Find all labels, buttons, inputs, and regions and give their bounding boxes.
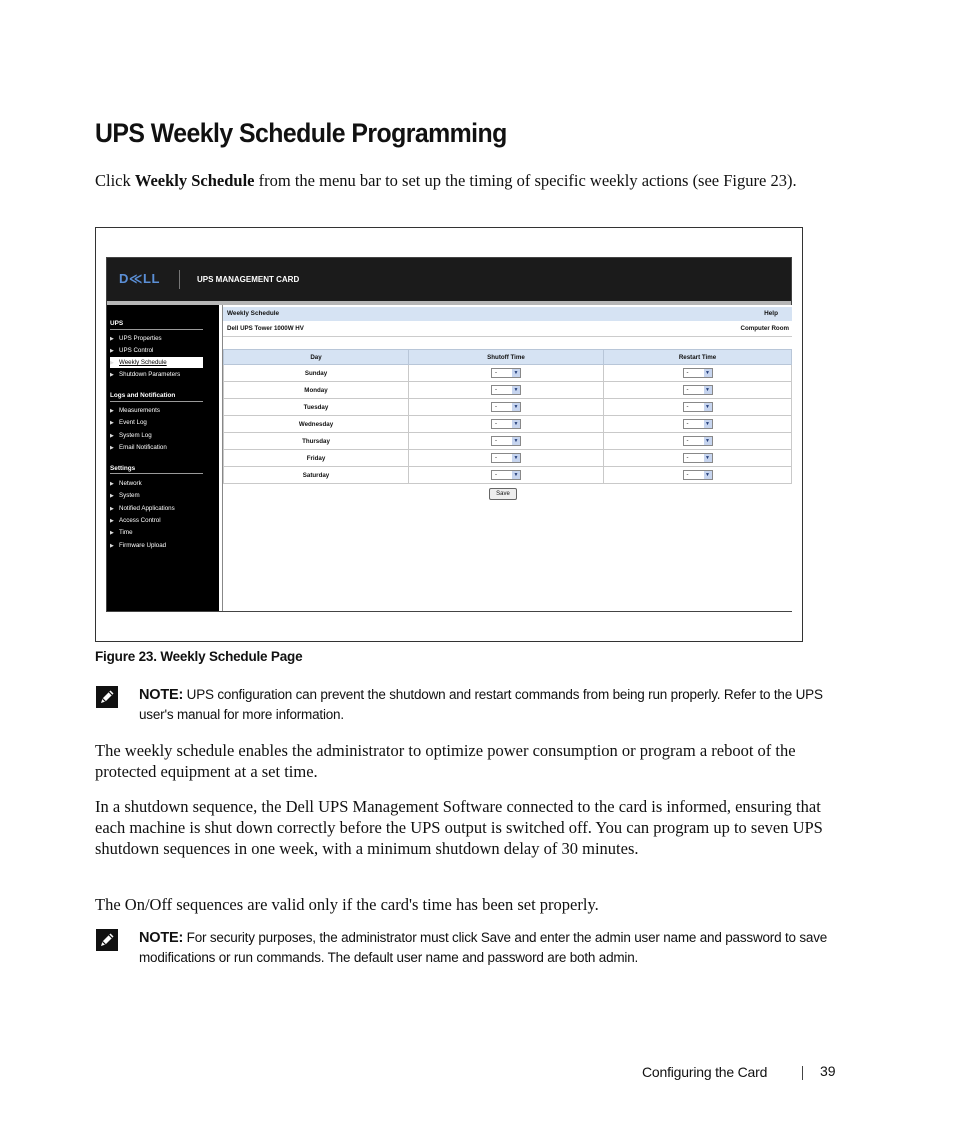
card-title: UPS MANAGEMENT CARD [197, 275, 300, 284]
sidebar-item-email-notification[interactable]: ▶ Email Notification [110, 442, 203, 453]
arrow-right-icon: ▶ [110, 481, 114, 487]
chevron-down-icon: ▼ [705, 421, 710, 427]
app-header [107, 258, 791, 301]
sidebar-item-system-log[interactable]: ▶ System Log [110, 430, 203, 441]
chevron-down-icon: ▼ [513, 455, 519, 461]
restart-time-select[interactable]: - ▼ [683, 436, 713, 446]
paragraph-weekly-schedule: The weekly schedule enables the administrator to optimize power consumption or program a reboot of the protected equipment at a set time. [95, 741, 796, 781]
chevron-down-icon: ▼ [705, 472, 710, 478]
table-row [224, 433, 792, 450]
pencil-note-icon [96, 929, 118, 951]
column-header-restart: Restart Time [604, 350, 792, 365]
shutoff-time-select[interactable]: - ▼ [491, 385, 521, 395]
sidebar-heading-ups: UPS [110, 320, 124, 327]
arrow-right-icon: ▶ [110, 445, 114, 451]
note-label: NOTE: [139, 687, 184, 703]
day-cell: Thursday [224, 433, 409, 450]
page-number: 39 [820, 1063, 836, 1079]
table-row [224, 365, 792, 382]
chevron-down-icon: ▼ [705, 404, 710, 410]
arrow-right-icon: ▶ [110, 360, 114, 366]
chevron-down-icon: ▼ [513, 370, 519, 376]
arrow-right-icon: ▶ [110, 420, 114, 426]
table-row [224, 467, 792, 484]
shutoff-time-select[interactable]: - ▼ [491, 470, 521, 480]
column-header-shutoff: Shutoff Time [409, 350, 604, 365]
help-link[interactable]: Help [764, 310, 778, 317]
shutoff-time-select[interactable]: - ▼ [491, 436, 521, 446]
restart-time-select[interactable]: - ▼ [683, 368, 713, 378]
sidebar-item-firmware-upload[interactable]: ▶ Firmware Upload [110, 540, 203, 551]
arrow-right-icon: ▶ [110, 506, 114, 512]
chevron-down-icon: ▼ [705, 438, 710, 444]
restart-time-select[interactable]: - ▼ [683, 453, 713, 463]
schedule-table [223, 349, 792, 484]
chevron-down-icon: ▼ [513, 421, 519, 427]
table-row [224, 382, 792, 399]
intro-paragraph: Click Weekly Schedule from the menu bar to set up the timing of specific weekly actions (see Figure 23). [95, 171, 797, 190]
footer-section-title: Configuring the Card [642, 1064, 768, 1080]
shutoff-time-select[interactable]: - ▼ [491, 368, 521, 378]
sidebar-heading-settings: Settings [110, 465, 136, 472]
day-cell: Friday [224, 450, 409, 467]
restart-time-select[interactable]: - ▼ [683, 402, 713, 412]
note-label: NOTE: [139, 930, 184, 946]
arrow-right-icon: ▶ [110, 348, 114, 354]
restart-time-select[interactable]: - ▼ [683, 419, 713, 429]
sidebar-item-ups-control[interactable]: ▶ UPS Control [110, 345, 203, 356]
arrow-right-icon: ▶ [110, 518, 114, 524]
restart-time-select[interactable]: - ▼ [683, 385, 713, 395]
footer-separator [802, 1066, 803, 1080]
restart-time-select[interactable]: - ▼ [683, 470, 713, 480]
sidebar-item-time[interactable]: ▶ Time [110, 527, 203, 538]
day-cell: Wednesday [224, 416, 409, 433]
panel-title-bar [223, 307, 792, 321]
arrow-right-icon: ▶ [110, 543, 114, 549]
panel-title: Weekly Schedule [227, 310, 280, 317]
sidebar-divider [110, 473, 203, 474]
sidebar-item-access-control[interactable]: ▶ Access Control [110, 515, 203, 526]
chevron-down-icon: ▼ [513, 472, 519, 478]
sidebar-item-shutdown-parameters[interactable]: ▶ Shutdown Parameters [110, 369, 203, 380]
shutoff-time-select[interactable]: - ▼ [491, 402, 521, 412]
table-row [224, 399, 792, 416]
page-title: UPS Weekly Schedule Programming [95, 118, 507, 148]
day-cell: Monday [224, 382, 409, 399]
arrow-right-icon: ▶ [110, 433, 114, 439]
header-separator [179, 270, 180, 289]
pencil-note-icon [96, 686, 118, 708]
sidebar-item-ups-properties[interactable]: ▶ UPS Properties [110, 333, 203, 344]
figure-caption: Figure 23. Weekly Schedule Page [95, 649, 303, 664]
arrow-right-icon: ▶ [110, 530, 114, 536]
arrow-right-icon: ▶ [110, 408, 114, 414]
note-configuration: NOTE: UPS configuration can prevent the shutdown and restart commands from being run properly. Refer to the UPS user's manual for more information. [139, 687, 823, 722]
paragraph-shutdown-sequence: In a shutdown sequence, the Dell UPS Management Software connected to the card is informed, ensuring that each machine is shut down correctly before the UPS output is switched off. You can program up to seven UPS shutdown sequences in one week, with a minimum shutdown delay of 30 minutes. [95, 797, 823, 858]
chevron-down-icon: ▼ [705, 455, 710, 461]
device-name: Dell UPS Tower 1000W HV [227, 325, 304, 332]
paragraph-on-off-sequences: The On/Off sequences are valid only if the card's time has been set properly. [95, 895, 599, 914]
chevron-down-icon: ▼ [513, 387, 519, 393]
chevron-down-icon: ▼ [513, 404, 519, 410]
main-panel [222, 305, 792, 611]
day-cell: Sunday [224, 365, 409, 382]
chevron-down-icon: ▼ [513, 438, 519, 444]
column-header-day: Day [224, 350, 409, 365]
day-cell: Saturday [224, 467, 409, 484]
chevron-down-icon: ▼ [705, 387, 710, 393]
table-row [224, 450, 792, 467]
arrow-right-icon: ▶ [110, 372, 114, 378]
dell-logo: D≪LL [119, 271, 160, 286]
ups-management-screenshot [106, 257, 792, 612]
shutoff-time-select[interactable]: - ▼ [491, 453, 521, 463]
table-row [224, 416, 792, 433]
day-cell: Tuesday [224, 399, 409, 416]
sidebar-divider [110, 329, 203, 330]
sidebar-item-weekly-schedule[interactable]: ▶ Weekly Schedule [110, 357, 203, 368]
arrow-right-icon: ▶ [110, 336, 114, 342]
sidebar-divider [110, 401, 203, 402]
menu-reference: Weekly Schedule [134, 171, 255, 190]
sidebar-item-measurements[interactable]: ▶ Measurements [110, 405, 203, 416]
shutoff-time-select[interactable]: - ▼ [491, 419, 521, 429]
sidebar-item-event-log[interactable]: ▶ Event Log [110, 417, 203, 428]
sidebar-heading-logs: Logs and Notification [110, 392, 176, 399]
arrow-right-icon: ▶ [110, 493, 114, 499]
sidebar-item-network[interactable]: ▶ Network [110, 478, 203, 489]
chevron-down-icon: ▼ [705, 370, 710, 376]
note-security: NOTE: For security purposes, the administrator must click Save and enter the admin user name and password to save modifications or run commands. The default user name and password are both admin. [139, 930, 828, 965]
sidebar-item-notified-applications[interactable]: ▶ Notified Applications [110, 503, 203, 514]
sidebar-item-system[interactable]: ▶ System [110, 490, 203, 501]
sidebar [107, 305, 219, 611]
device-location: Computer Room [740, 325, 789, 332]
device-info-row [223, 322, 792, 337]
save-button[interactable]: Save [489, 488, 517, 500]
